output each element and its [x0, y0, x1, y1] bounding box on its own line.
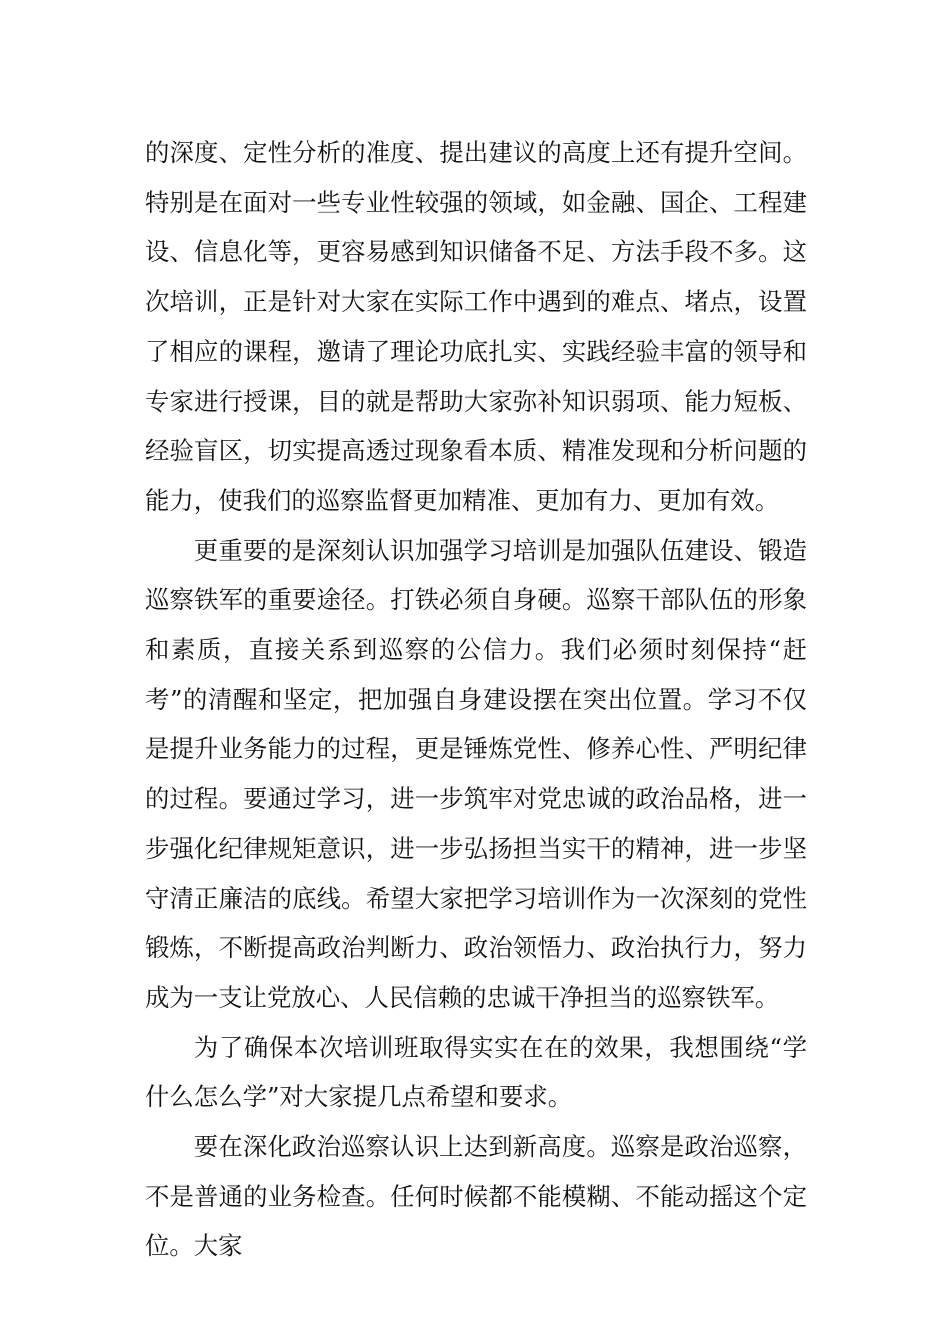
paragraph-political-inspection: 要在深化政治巡察认识上达到新高度。巡察是政治巡察，不是普通的业务检查。任何时候都不能模糊、不能动摇这个定位。大家: [145, 1132, 807, 1261]
document-body: [145, 128, 807, 1271]
paragraph-continuation: 的深度、定性分析的准度、提出建议的高度上还有提升空间。特别是在面对一些专业性较强的领域，如金融、国企、工程建设、信息化等，更容易感到知识储备不足、方法手段不多。这次培训，正是针对大家在实际工作中遇到的难点、堵点，设置了相应的课程，邀请了理论功底扎实、实践经验丰富的领导和专家进行授课，目的就是帮助大家弥补知识弱项、能力短板、经验盲区，切实提高透过现象看本质、精准发现和分析问题的能力，使我们的巡察监督更加精准、更加有力、更加有效。: [145, 138, 807, 515]
paragraph-requirements-intro: 为了确保本次培训班取得实实在在的效果，我想围绕“学什么怎么学”对大家提几点希望和要求。: [145, 1032, 807, 1112]
paragraph-team-building: 更重要的是深刻认识加强学习培训是加强队伍建设、锻造巡察铁军的重要途径。打铁必须自身硬。巡察干部队伍的形象和素质，直接关系到巡察的公信力。我们必须时刻保持“赶考”的清醒和坚定，把加强自身建设摆在突出位置。学习不仅是提升业务能力的过程，更是锤炼党性、修养心性、严明纪律的过程。要通过学习，进一步筑牢对党忠诚的政治品格，进一步强化纪律规矩意识，进一步弘扬担当实干的精神，进一步坚守清正廉洁的底线。希望大家把学习培训作为一次深刻的党性锻炼，不断提高政治判断力、政治领悟力、政治执行力，努力成为一支让党放心、人民信赖的忠诚干净担当的巡察铁军。: [145, 535, 807, 1012]
